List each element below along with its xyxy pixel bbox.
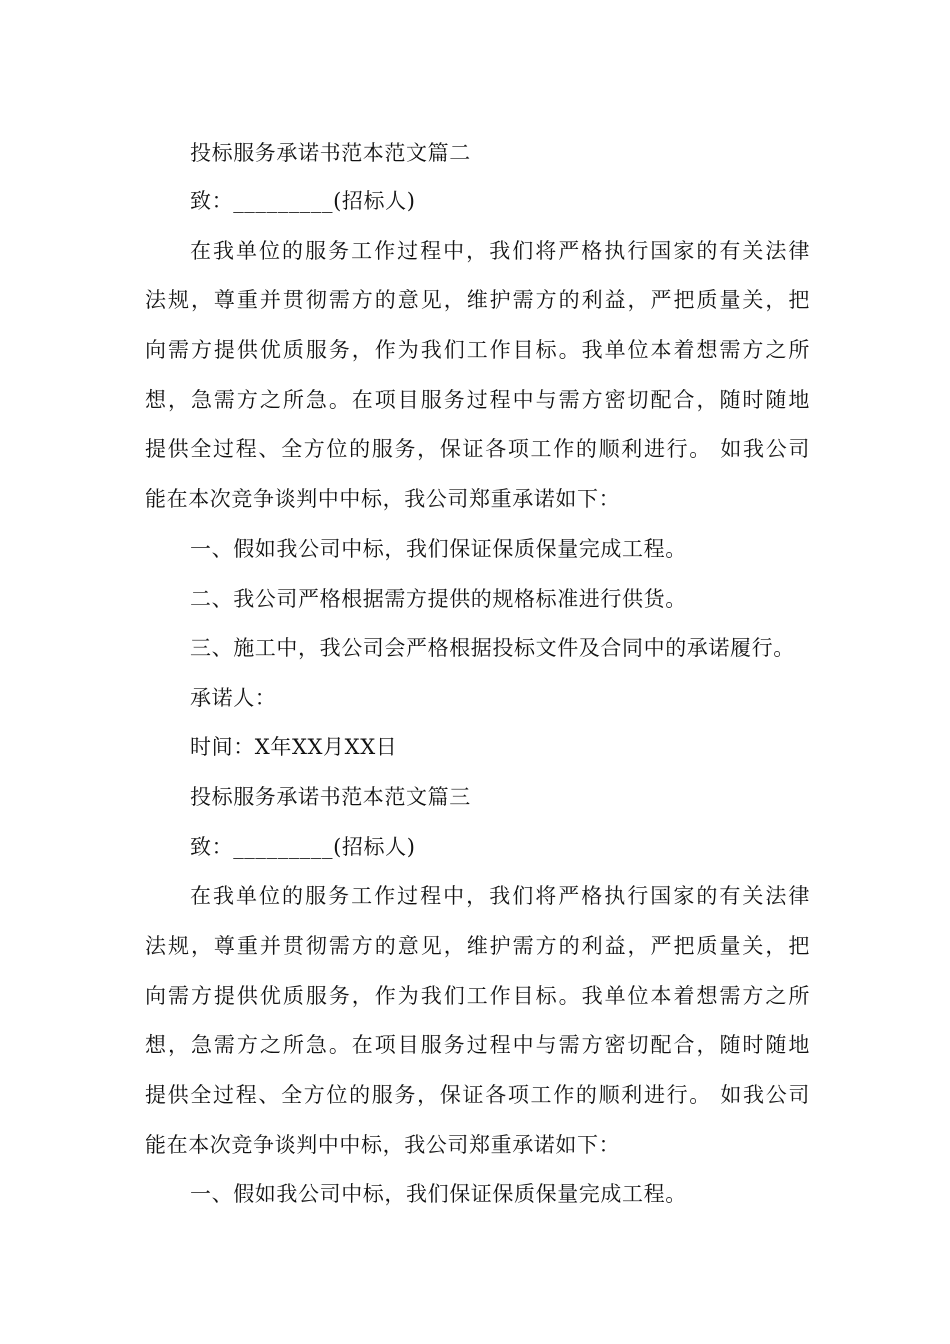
signer-line: 承诺人： bbox=[190, 686, 277, 710]
body-line: 法规，尊重并贯彻需方的意见，维护需方的利益，严把质量关，把 bbox=[145, 934, 810, 958]
date-line: 时间：X年XX月XX日 bbox=[190, 735, 398, 759]
recipient-line: 致：_________(招标人) bbox=[190, 189, 416, 213]
section-title: 投标服务承诺书范本范文篇二 bbox=[190, 141, 471, 165]
body-line: 向需方提供优质服务，作为我们工作目标。我单位本着想需方之所 bbox=[145, 338, 810, 362]
commitment-item: 二、我公司严格根据需方提供的规格标准进行供货。 bbox=[190, 587, 687, 611]
commitment-item: 一、假如我公司中标，我们保证保质保量完成工程。 bbox=[190, 1182, 687, 1206]
body-line: 想，急需方之所急。在项目服务过程中与需方密切配合，随时随地 bbox=[145, 388, 810, 412]
body-line: 想，急需方之所急。在项目服务过程中与需方密切配合，随时随地 bbox=[145, 1033, 810, 1057]
body-line: 在我单位的服务工作过程中，我们将严格执行国家的有关法律 bbox=[190, 239, 810, 263]
body-line: 在我单位的服务工作过程中，我们将严格执行国家的有关法律 bbox=[190, 884, 810, 908]
commitment-item: 三、施工中，我公司会严格根据投标文件及合同中的承诺履行。 bbox=[190, 636, 795, 660]
body-line: 能在本次竞争谈判中中标，我公司郑重承诺如下： bbox=[145, 487, 621, 511]
body-line: 法规，尊重并贯彻需方的意见，维护需方的利益，严把质量关，把 bbox=[145, 288, 810, 312]
recipient-line: 致：_________(招标人) bbox=[190, 835, 416, 859]
body-line: 提供全过程、全方位的服务，保证各项工作的顺利进行。 如我公司 bbox=[145, 1083, 810, 1107]
body-line: 能在本次竞争谈判中中标，我公司郑重承诺如下： bbox=[145, 1133, 621, 1157]
section-title: 投标服务承诺书范本范文篇三 bbox=[190, 785, 471, 809]
commitment-item: 一、假如我公司中标，我们保证保质保量完成工程。 bbox=[190, 537, 687, 561]
body-line: 向需方提供优质服务，作为我们工作目标。我单位本着想需方之所 bbox=[145, 984, 810, 1008]
body-line: 提供全过程、全方位的服务，保证各项工作的顺利进行。 如我公司 bbox=[145, 437, 810, 461]
